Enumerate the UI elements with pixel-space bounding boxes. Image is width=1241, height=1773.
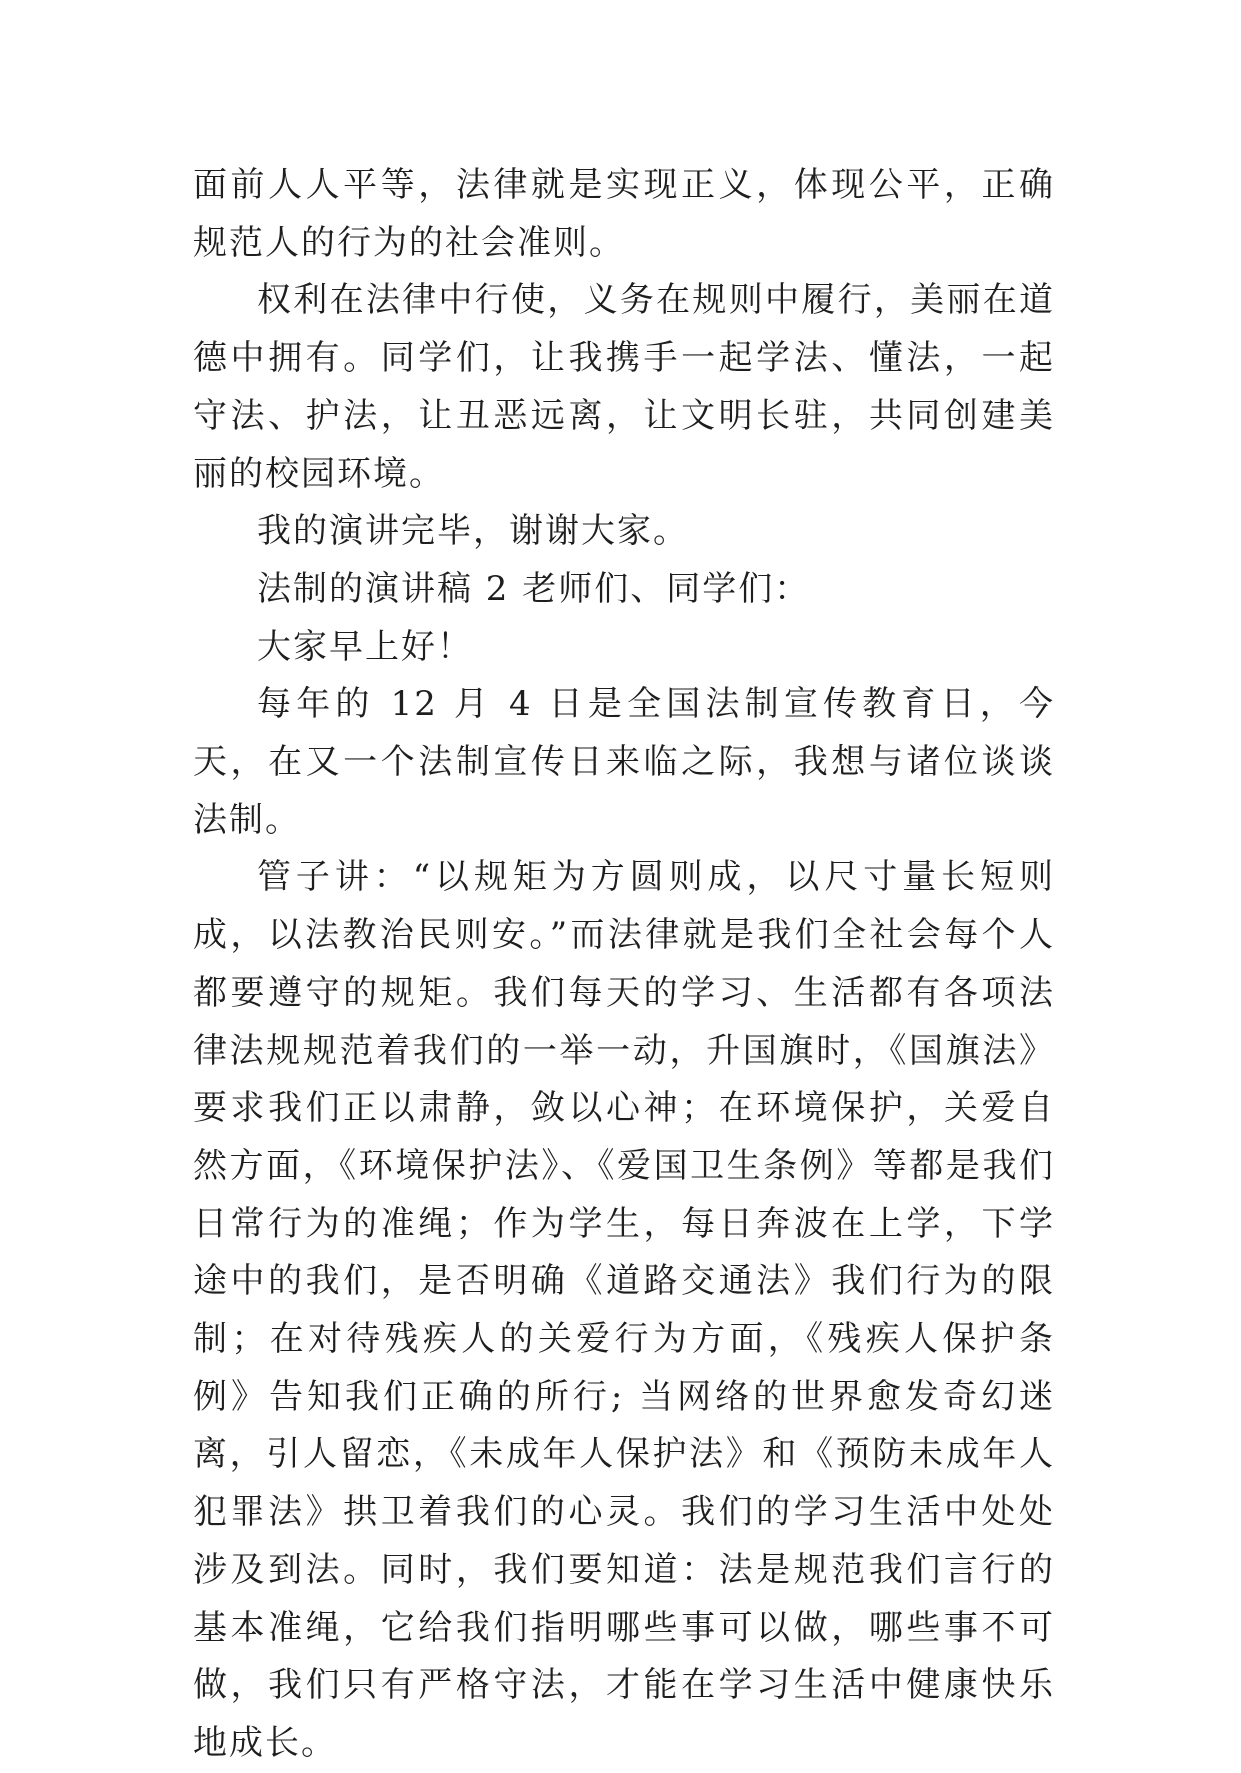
paragraph-speech-2-heading: 法制的演讲稿 2 老师们、同学们： bbox=[257, 568, 811, 609]
paragraph-rights-duties: 权利在法律中行使，义务在规则中履行，美丽在道德中拥有。同学们，让我携手一起学法、懂法，一起守法、护法，让丑恶远离，让文明长驻，共同创建美丽的校园环境。 bbox=[193, 280, 1055, 494]
paragraph-greeting: 大家早上好！ bbox=[257, 626, 473, 667]
paragraph-legal-day: 每年的 12 月 4 日是全国法制宣传教育日，今天，在又一个法制宣传日来临之际，我想与诸位谈谈法制。 bbox=[193, 684, 1055, 840]
document-body bbox=[193, 157, 1055, 1773]
paragraph-continued: 面前人人平等，法律就是实现正义，体现公平，正确规范人的行为的社会准则。 bbox=[193, 165, 1055, 263]
paragraph-guanzi: 管子讲：“以规矩为方圆则成，以尺寸量长短则成，以法教治民则安。”而法律就是我们全社会每个人都要遵守的规矩。我们每天的学习、生活都有各项法律法规规范着我们的一举一动，升国旗时，《国旗法》要求我们正以肃静，敛以心神；在环境保护，关爱自然方面，《环境保护法》、《爱国卫生条例》等都是我们日常行为的准绳；作为学生，每日奔波在上学，下学途中的我们，是否明确《道路交通法》我们行为的限制；在对待残疾人的关爱行为方面，《残疾人保护条例》告知我们正确的所行; 当网络的世界愈发奇幻迷离，引人留恋，《未成年人保护法》和《预防未成年人犯罪法》拱卫着我们的心灵。我们的学习生活中处处涉及到法。同时，我们要知道：法是规范我们言行的基本准绳，它给我们指明哪些事可以做，哪些事不可做，我们只有严格守法，才能在学习生活中健康快乐地成长。 bbox=[193, 857, 1055, 1763]
paragraph-speech-end: 我的演讲完毕，谢谢大家。 bbox=[257, 511, 689, 552]
